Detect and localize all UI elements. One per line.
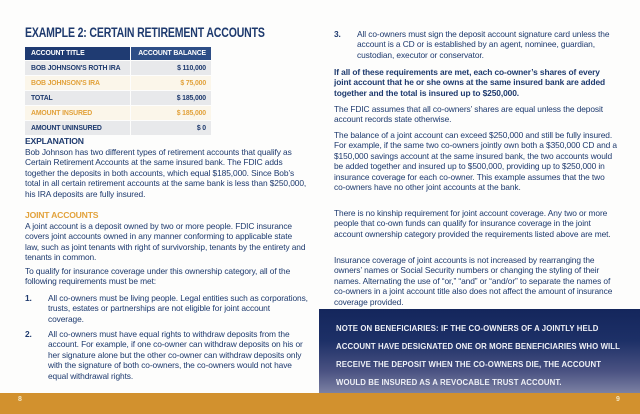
table-row: [25, 106, 211, 120]
list-item-text: All co-owners must sign the deposit account signature card unless the account is a CD or is established by an agent, nominee, guardian, custodian, executor or conservator.: [357, 29, 610, 60]
row-title: TOTAL: [25, 91, 130, 105]
joint-intro-paragraph: A joint account is a deposit owned by two or more people. FDIC insurance covers joint accounts owned in any manner conforming to applicable state law, such as joint tenants with right of survivorship, tenants by the entirety and tenants in common.: [25, 221, 306, 263]
header-cell-account-title: ACCOUNT TITLE: [25, 47, 130, 60]
row-balance: $ 75,000: [131, 76, 211, 90]
kinship-paragraph: There is no kinship requirement for joint account coverage. Any two or more people that co-own funds can qualify for insurance coverage in the joint account ownership category provided the requirements listed above are met.: [334, 208, 611, 239]
page-number-right: 9: [616, 396, 620, 403]
explanation-paragraph: Bob Johnson has two different types of retirement accounts that qualify as Certain Retirement Accounts at the same insured bank. The FDIC adds together the deposits in both accounts, which equal $185,000. Since Bob’s total in all certain retirement accounts at the same bank is less than $250,000, his IRA deposits are fully insured.: [25, 147, 307, 199]
page-title: EXAMPLE 2: CERTAIN RETIREMENT ACCOUNTS: [25, 25, 265, 40]
footer-bar: [0, 393, 640, 414]
table-row: [25, 121, 211, 135]
requirements-met-paragraph: If all of these requirements are met, each co-owner’s shares of every joint account that he or she owns at the same insured bank are added together and the total is insured up to $250,000.: [334, 67, 606, 98]
table-row: [25, 91, 211, 105]
row-balance: $ 185,000: [131, 106, 211, 120]
list-item-number: 1.: [25, 293, 32, 303]
list-item-number: 3.: [334, 29, 341, 39]
header-cell-account-balance: ACCOUNT BALANCE: [131, 47, 211, 60]
row-title: AMOUNT INSURED: [25, 106, 130, 120]
table-row: [25, 76, 211, 90]
table-header-row: [25, 47, 211, 60]
row-title: BOB JOHNSON'S IRA: [25, 76, 130, 90]
joint-accounts-heading: JOINT ACCOUNTS: [25, 210, 99, 220]
account-table: [25, 47, 211, 136]
list-item: [334, 29, 617, 60]
row-balance: $ 110,000: [131, 61, 211, 75]
list-item: [25, 293, 308, 324]
list-item: [25, 329, 308, 381]
row-balance: $ 0: [131, 121, 211, 135]
qualify-paragraph: To qualify for insurance coverage under this ownership category, all of the following requirements must be met:: [25, 266, 291, 287]
rearranging-paragraph: Insurance coverage of joint accounts is not increased by rearranging the owners’ names or Social Security numbers or changing the styling of their names. Alternating the use of “or,” “and” or “and/or” to separate the names of co-owners in a joint account title also does not affect the amount of insurance coverage provided.: [334, 255, 613, 307]
note-on-beneficiaries-box: [319, 309, 640, 393]
list-item-number: 2.: [25, 329, 32, 339]
page-number-left: 8: [18, 396, 22, 403]
note-on-beneficiaries-text: NOTE ON BENEFICIARIES: IF THE CO-OWNERS OF A JOINTLY HELD ACCOUNT HAVE DESIGNATED ONE OR MORE BENEFICIARIES WHO WILL RECEIVE THE DEPOSIT WHEN THE CO-OWNERS DIE, THE ACCOUNT WOULD BE INSURED AS A REVOCABLE TRUST ACCOUNT.: [336, 324, 620, 387]
fdic-assumes-paragraph: The FDIC assumes that all co-owners’ shares are equal unless the deposit account records state otherwise.: [334, 104, 603, 125]
table-row: [25, 61, 211, 75]
row-title: BOB JOHNSON'S ROTH IRA: [25, 61, 130, 75]
list-item-text: All co-owners must have equal rights to withdraw deposits from the account. For example, if one co-owner can withdraw deposits on his or her signature alone but the other co-owner can withdraw deposits only with the signature of both co-owners, the co-owners would not have equal withdrawal rights.: [48, 329, 303, 381]
row-title: AMOUNT UNINSURED: [25, 121, 130, 135]
row-balance: $ 185,000: [131, 91, 211, 105]
balance-exceed-paragraph: The balance of a joint account can exceed $250,000 and still be fully insured. For example, if the same two co-owners jointly own both a $350,000 CD and a $150,000 savings account at the same insured bank, the two accounts would be added together and insured up to $500,000, providing up to $250,000 in insurance coverage for each co-owner. This example assumes that the two co-owners have no other joint accounts at the bank.: [334, 130, 617, 193]
list-item-text: All co-owners must be living people. Legal entities such as corporations, trusts, estates or partnerships are not eligible for joint account coverage.: [48, 293, 308, 324]
explanation-heading: EXPLANATION: [25, 136, 84, 146]
